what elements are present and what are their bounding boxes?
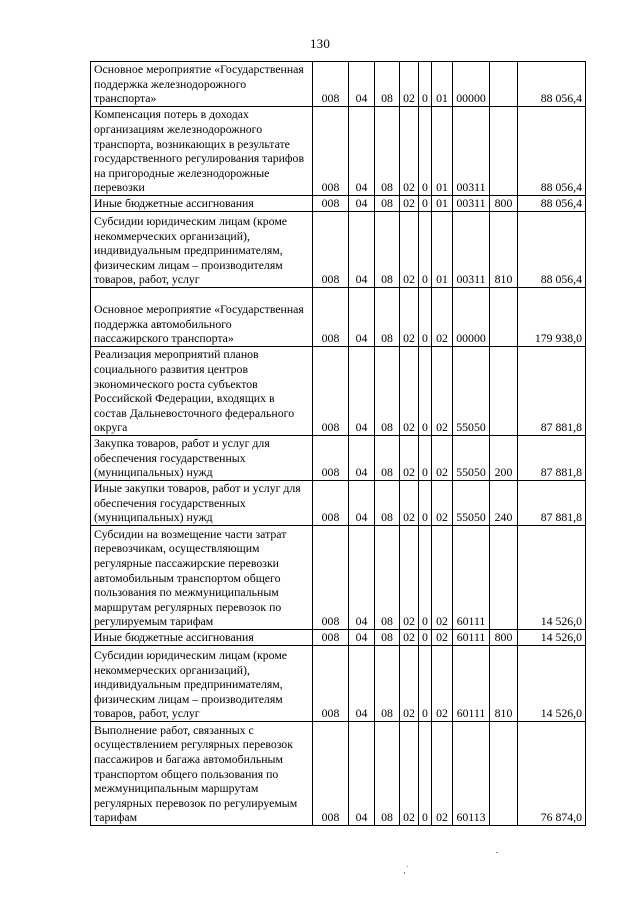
- row-expense-type-code: 200: [490, 436, 518, 481]
- row-section-code: 04: [349, 196, 375, 212]
- row-expense-type-code: [490, 347, 518, 436]
- row-description: Иные бюджетные ассигнования: [91, 196, 313, 212]
- row-expense-type-code: [490, 526, 518, 630]
- row-target-article-part: 55050: [453, 347, 490, 436]
- row-target-article-part: 0: [419, 722, 432, 826]
- row-subsection-code: 08: [375, 107, 400, 196]
- row-subsection-code: 08: [375, 526, 400, 630]
- row-subsection-code: 08: [375, 722, 400, 826]
- row-target-article-part: 02: [400, 481, 419, 526]
- row-description: Субсидии юридическим лицам (кроме некоммерческих организаций), индивидуальным предпринимателям, физическим лицам – производителям товаров, работ, услуг: [91, 212, 313, 288]
- row-target-article-part: 60111: [453, 526, 490, 630]
- row-ministry-code: 008: [313, 62, 349, 107]
- row-target-article-part: 55050: [453, 436, 490, 481]
- row-target-article-part: 00311: [453, 212, 490, 288]
- row-subsection-code: 08: [375, 436, 400, 481]
- row-subsection-code: 08: [375, 630, 400, 646]
- row-subsection-code: 08: [375, 481, 400, 526]
- row-ministry-code: 008: [313, 722, 349, 826]
- row-amount: 87 881,8: [518, 347, 586, 436]
- row-target-article-part: 0: [419, 646, 432, 722]
- row-target-article-part: 0: [419, 196, 432, 212]
- row-target-article-part: 02: [400, 107, 419, 196]
- row-section-code: 04: [349, 347, 375, 436]
- row-target-article-part: 02: [400, 212, 419, 288]
- row-subsection-code: 08: [375, 347, 400, 436]
- row-target-article-part: 02: [400, 347, 419, 436]
- row-section-code: 04: [349, 646, 375, 722]
- row-target-article-part: 00000: [453, 288, 490, 347]
- row-target-article-part: 0: [419, 347, 432, 436]
- row-ministry-code: 008: [313, 526, 349, 630]
- row-section-code: 04: [349, 526, 375, 630]
- row-expense-type-code: 800: [490, 630, 518, 646]
- row-target-article-part: 00311: [453, 196, 490, 212]
- row-target-article-part: 0: [419, 212, 432, 288]
- row-subsection-code: 08: [375, 288, 400, 347]
- row-amount: 179 938,0: [518, 288, 586, 347]
- row-amount: 76 874,0: [518, 722, 586, 826]
- row-subsection-code: 08: [375, 62, 400, 107]
- row-section-code: 04: [349, 722, 375, 826]
- row-expense-type-code: 800: [490, 196, 518, 212]
- table-row: [91, 196, 586, 212]
- row-target-article-part: 02: [400, 436, 419, 481]
- row-expense-type-code: 240: [490, 481, 518, 526]
- row-target-article-part: 0: [419, 62, 432, 107]
- row-section-code: 04: [349, 630, 375, 646]
- row-amount: 14 526,0: [518, 526, 586, 630]
- table-row: [91, 436, 586, 481]
- row-expense-type-code: 810: [490, 646, 518, 722]
- row-expense-type-code: [490, 722, 518, 826]
- scan-speck: [407, 866, 408, 867]
- row-ministry-code: 008: [313, 630, 349, 646]
- table-row: [91, 646, 586, 722]
- row-description: Субсидии на возмещение части затрат перевозчикам, осуществляющим регулярные пассажирские перевозки автомобильным транспортом общего пользования по межмуниципальным маршрутам регулярных перевозок по регулируемым тарифам: [91, 526, 313, 630]
- row-expense-type-code: [490, 62, 518, 107]
- row-description: Компенсация потерь в доходах организациям железнодорожного транспорта, возникающих в результате государственного регулирования тарифов на пригородные железнодорожные перевозки: [91, 107, 313, 196]
- table-row: [91, 481, 586, 526]
- row-target-article-part: 0: [419, 630, 432, 646]
- row-target-article-part: 60111: [453, 646, 490, 722]
- table-row: [91, 107, 586, 196]
- row-target-article-part: 02: [432, 288, 453, 347]
- row-target-article-part: 0: [419, 526, 432, 630]
- row-ministry-code: 008: [313, 196, 349, 212]
- row-target-article-part: 02: [432, 526, 453, 630]
- row-target-article-part: 02: [400, 288, 419, 347]
- row-ministry-code: 008: [313, 212, 349, 288]
- row-section-code: 04: [349, 436, 375, 481]
- row-target-article-part: 0: [419, 436, 432, 481]
- row-target-article-part: 0: [419, 288, 432, 347]
- row-ministry-code: 008: [313, 646, 349, 722]
- row-target-article-part: 0: [419, 481, 432, 526]
- row-subsection-code: 08: [375, 196, 400, 212]
- row-target-article-part: 0: [419, 107, 432, 196]
- row-target-article-part: 02: [400, 526, 419, 630]
- row-target-article-part: 55050: [453, 481, 490, 526]
- row-section-code: 04: [349, 62, 375, 107]
- row-description: Закупка товаров, работ и услуг для обеспечения государственных (муниципальных) нужд: [91, 436, 313, 481]
- row-target-article-part: 60113: [453, 722, 490, 826]
- row-description: Иные закупки товаров, работ и услуг для обеспечения государственных (муниципальных) нужд: [91, 481, 313, 526]
- table-row: [91, 212, 586, 288]
- table-row: [91, 62, 586, 107]
- row-description: Основное мероприятие «Государственная поддержка железнодорожного транспорта»: [91, 62, 313, 107]
- row-expense-type-code: [490, 288, 518, 347]
- table-row: [91, 347, 586, 436]
- row-description: Субсидии юридическим лицам (кроме некоммерческих организаций), индивидуальным предпринимателям, физическим лицам – производителям товаров, работ, услуг: [91, 646, 313, 722]
- row-amount: 87 881,8: [518, 436, 586, 481]
- row-amount: 88 056,4: [518, 107, 586, 196]
- row-ministry-code: 008: [313, 347, 349, 436]
- budget-table: [90, 61, 586, 826]
- row-ministry-code: 008: [313, 436, 349, 481]
- row-target-article-part: 02: [432, 436, 453, 481]
- row-ministry-code: 008: [313, 107, 349, 196]
- row-subsection-code: 08: [375, 646, 400, 722]
- row-section-code: 04: [349, 212, 375, 288]
- row-target-article-part: 02: [432, 630, 453, 646]
- row-amount: 88 056,4: [518, 212, 586, 288]
- page-number: 130: [309, 36, 331, 51]
- table-row: [91, 288, 586, 347]
- row-target-article-part: 02: [400, 62, 419, 107]
- table-row: [91, 722, 586, 826]
- table-row: [91, 630, 586, 646]
- row-section-code: 04: [349, 288, 375, 347]
- row-description: Реализация мероприятий планов социального развития центров экономического роста субъектов Российской Федерации, входящих в состав Дальневосточного федерального округа: [91, 347, 313, 436]
- row-amount: 88 056,4: [518, 62, 586, 107]
- row-target-article-part: 02: [432, 722, 453, 826]
- row-description: Выполнение работ, связанных с осуществлением регулярных перевозок пассажиров и багажа автомобильным транспортом общего пользования по межмуниципальным маршрутам регулярных перевозок по регулируемым тарифам: [91, 722, 313, 826]
- row-section-code: 04: [349, 107, 375, 196]
- row-target-article-part: 60111: [453, 630, 490, 646]
- row-target-article-part: 00311: [453, 107, 490, 196]
- row-target-article-part: 01: [432, 62, 453, 107]
- scan-speck: [496, 852, 498, 853]
- row-target-article-part: 02: [400, 722, 419, 826]
- row-target-article-part: 01: [432, 196, 453, 212]
- row-expense-type-code: 810: [490, 212, 518, 288]
- row-target-article-part: 02: [432, 646, 453, 722]
- row-expense-type-code: [490, 107, 518, 196]
- row-ministry-code: 008: [313, 481, 349, 526]
- row-target-article-part: 01: [432, 212, 453, 288]
- row-description: Основное мероприятие «Государственная поддержка автомобильного пассажирского транспорта»: [91, 288, 313, 347]
- row-target-article-part: 02: [400, 630, 419, 646]
- table-row: [91, 526, 586, 630]
- row-description: Иные бюджетные ассигнования: [91, 630, 313, 646]
- row-amount: 14 526,0: [518, 646, 586, 722]
- row-ministry-code: 008: [313, 288, 349, 347]
- row-target-article-part: 02: [432, 481, 453, 526]
- row-section-code: 04: [349, 481, 375, 526]
- row-target-article-part: 02: [400, 646, 419, 722]
- row-target-article-part: 02: [400, 196, 419, 212]
- row-subsection-code: 08: [375, 212, 400, 288]
- row-target-article-part: 00000: [453, 62, 490, 107]
- row-target-article-part: 01: [432, 107, 453, 196]
- row-amount: 14 526,0: [518, 630, 586, 646]
- row-amount: 88 056,4: [518, 196, 586, 212]
- row-target-article-part: 02: [432, 347, 453, 436]
- scan-speck: [404, 872, 405, 874]
- budget-table-body: [91, 62, 586, 826]
- row-amount: 87 881,8: [518, 481, 586, 526]
